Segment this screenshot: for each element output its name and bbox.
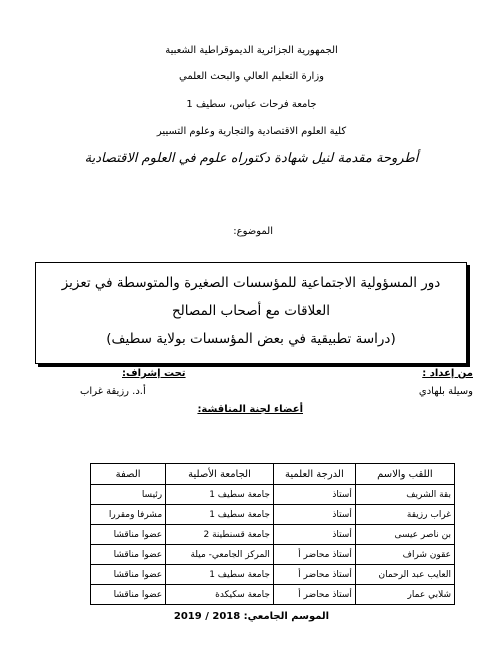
republic-name: الجمهورية الجزائرية الديموقراطية الشعبية: [165, 45, 338, 56]
table-row: [91, 565, 455, 585]
title-box: [35, 262, 467, 364]
table-row: [91, 585, 455, 605]
table-row: [91, 525, 455, 545]
faculty-name: كلية العلوم الاقتصادية والتجارية وعلوم التسيير: [156, 126, 347, 137]
col-header-rank: الدرجة العلمية: [273, 464, 355, 485]
member-role: عضوا مناقشا: [91, 545, 166, 565]
jury-table: [90, 463, 455, 605]
title-line-1: دور المسؤولية الاجتماعية للمؤسسات الصغيرة والمتوسطة في تعزيز: [61, 275, 441, 291]
member-university: جامعة سطيف 1: [166, 565, 274, 585]
col-header-university: الجامعة الأصلية: [166, 464, 274, 485]
jury-header-row: [91, 464, 455, 485]
member-rank: أستاذ: [273, 505, 355, 525]
member-name: بن ناصر عيسى: [355, 525, 454, 545]
supervisor-label: تحت إشراف:: [122, 368, 186, 379]
member-university: جامعة سكيكدة: [166, 585, 274, 605]
member-university: جامعة سطيف 1: [166, 505, 274, 525]
member-role: عضوا مناقشا: [91, 525, 166, 545]
jury-label: أعضاء لجنة المناقشة:: [197, 404, 303, 415]
member-rank: أستاذ: [273, 525, 355, 545]
member-rank: أستاذ محاضر أ: [273, 585, 355, 605]
member-rank: أستاذ محاضر أ: [273, 545, 355, 565]
academic-year: الموسم الجامعي: 2018 / 2019: [173, 611, 330, 622]
member-rank: أستاذ محاضر أ: [273, 565, 355, 585]
student-name: وسيلة بلهادي: [418, 386, 473, 397]
member-university: المركز الجامعي- ميلة: [166, 545, 274, 565]
prepared-by-label: من إعداد :: [422, 368, 473, 379]
subject-label: الموضوع:: [233, 226, 273, 237]
member-name: غراب رزيقة: [355, 505, 454, 525]
member-name: العايب عبد الرحمان: [355, 565, 454, 585]
table-row: [91, 505, 455, 525]
member-role: مشرفا ومقررا: [91, 505, 166, 525]
title-line-2: العلاقات مع أصحاب المصالح: [171, 303, 331, 319]
member-role: عضوا مناقشا: [91, 585, 166, 605]
member-role: عضوا مناقشا: [91, 565, 166, 585]
member-name: بقة الشريف: [355, 485, 454, 505]
member-role: رئيسا: [91, 485, 166, 505]
thesis-type: أطروحة مقدمة لنيل شهادة دكتوراه علوم في العلوم الاقتصادية: [84, 151, 419, 166]
member-name: عقون شراف: [355, 545, 454, 565]
member-university: جامعة قسنطينة 2: [166, 525, 274, 545]
col-header-name: اللقب والاسم: [355, 464, 454, 485]
supervisor-name: أ.د. رزيقة غراب: [80, 386, 146, 397]
col-header-role: الصفة: [91, 464, 166, 485]
table-row: [91, 485, 455, 505]
table-row: [91, 545, 455, 565]
university-name: جامعة فرحات عباس، سطيف 1: [186, 99, 317, 110]
member-rank: أستاذ: [273, 485, 355, 505]
member-university: جامعة سطيف 1: [166, 485, 274, 505]
title-line-3: (دراسة تطبيقية في بعض المؤسسات بولاية سطيف): [106, 331, 396, 347]
member-name: شلابي عمار: [355, 585, 454, 605]
ministry-name: وزارة التعليم العالي والبحث العلمي: [179, 71, 324, 82]
